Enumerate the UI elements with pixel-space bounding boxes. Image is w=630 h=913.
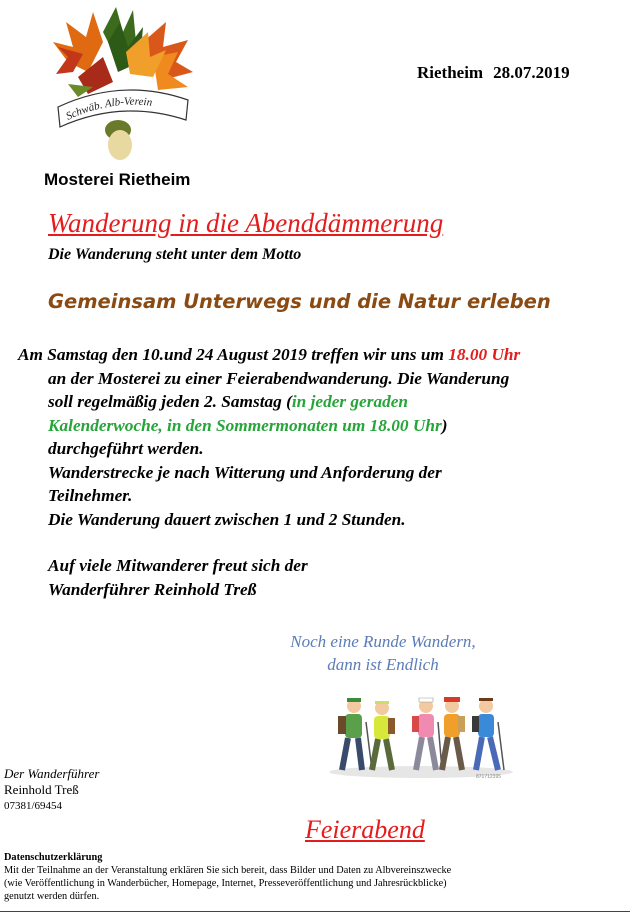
- hiker-2: [372, 701, 395, 770]
- slogan: Noch eine Runde Wandern, dann ist Endlich: [290, 632, 476, 674]
- signature-phone: 07381/69454: [4, 800, 63, 812]
- body-line-6: Wanderstrecke je nach Witterung und Anforderung der: [48, 462, 442, 482]
- body-line-2: an der Mosterei zu einer Feierabendwanderung. Die Wanderung: [48, 368, 510, 388]
- logo-arc-text: Schwäb. Alb-Verein: [64, 95, 153, 123]
- hiker-4: [442, 697, 465, 770]
- body-line-1: Am Samstag den 10.und 24 August 2019 treffen wir uns um 18.00 Uhr: [18, 345, 521, 364]
- body-line-3: soll regelmäßig jeden 2. Samstag (in jeder geraden: [48, 392, 409, 411]
- body-line-4: Kalenderwoche, in den Sommermonaten um 18.00 Uhr): [48, 415, 448, 435]
- bottom-divider: [0, 911, 630, 912]
- place-date: [417, 63, 570, 83]
- body-line-5: durchgeführt werden.: [48, 439, 204, 458]
- privacy-notice: Datenschutzerklärung Mit der Teilnahme an der Veranstaltung erklären Sie sich bereit, dass Bilder und Daten zu Albvereinszwecke (wie Veröffentlichung in Wanderbücher, Homepage, Internet, Presseveröffentlichung und Jahresrückblicke) genutzt werden dürfen.: [4, 851, 584, 903]
- hiker-1: [338, 698, 372, 770]
- schwaebischer-albverein-logo: [48, 2, 196, 172]
- body-text: [18, 343, 626, 531]
- signature-role: Der Wanderführer: [4, 766, 100, 781]
- page-title: Wanderung in die Abenddämmerung: [48, 208, 444, 238]
- signature-name: Reinhold Treß: [4, 782, 79, 797]
- place: Rietheim: [417, 63, 484, 82]
- signature: [4, 766, 99, 814]
- motto: Gemeinsam Unterwegs und die Natur erleben: [48, 290, 551, 313]
- hikers-caption: 871712395: [476, 774, 502, 780]
- date: 28.07.2019: [493, 63, 570, 82]
- hiker-5: [472, 698, 504, 770]
- motto-intro: Die Wanderung steht unter dem Motto: [48, 246, 302, 263]
- org-name: Mosterei Rietheim: [44, 170, 191, 189]
- body-line-7: Teilnehmer.: [48, 486, 133, 505]
- hiker-3: [412, 698, 442, 770]
- greeting: Auf viele Mitwanderer freut sich der Wanderführer Reinhold Treß: [48, 556, 308, 599]
- privacy-heading: Datenschutzerklärung: [4, 852, 103, 863]
- start-time: 18.00 Uhr: [448, 345, 521, 364]
- body-line-8: Die Wanderung dauert zwischen 1 und 2 Stunden.: [48, 509, 406, 529]
- hikers-illustration: [326, 694, 516, 780]
- feierabend-heading: Feierabend: [305, 815, 425, 844]
